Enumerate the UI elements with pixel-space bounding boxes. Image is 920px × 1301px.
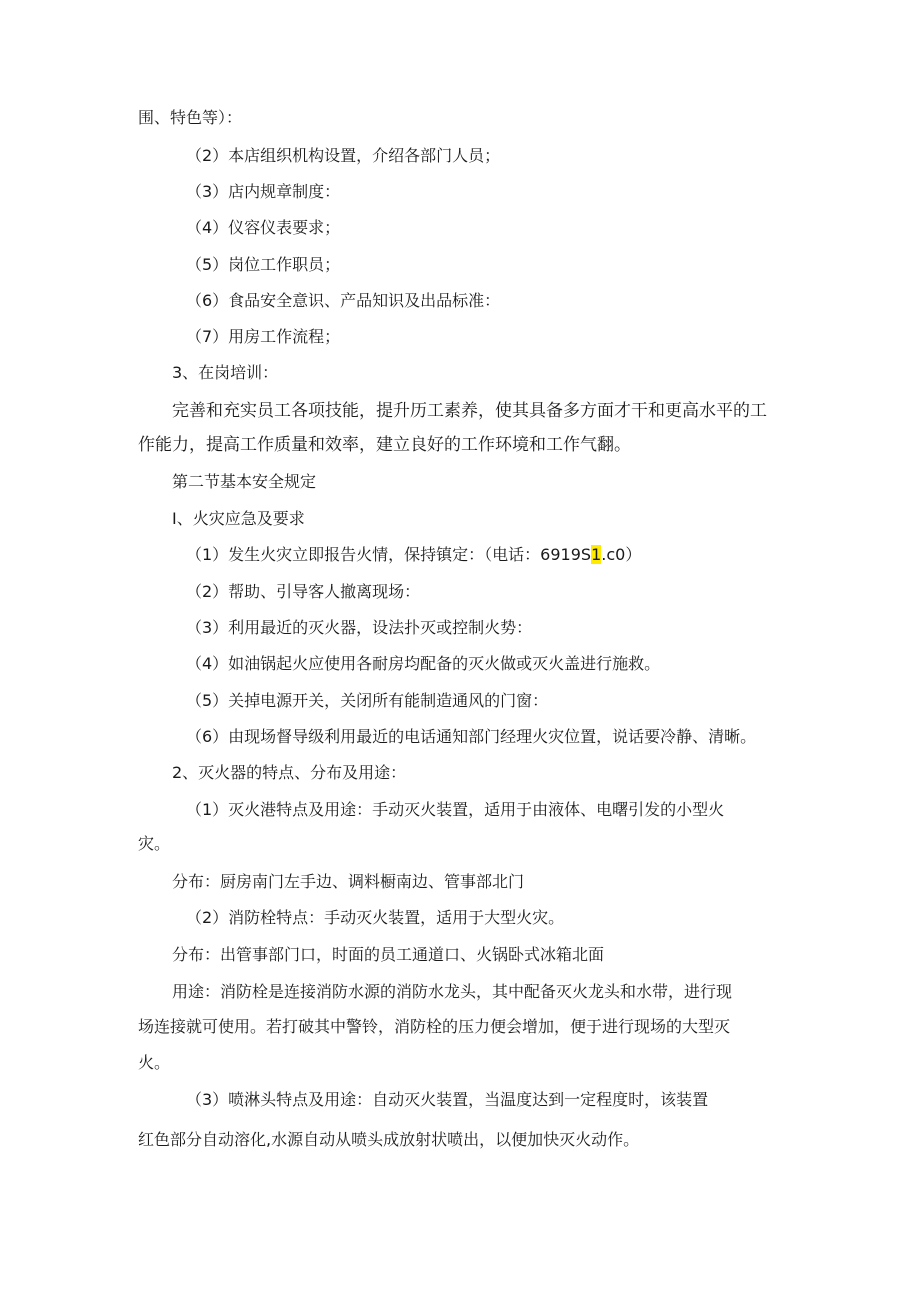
paragraph-line: 红色部分自动溶化,水源自动从喷头成放射状喷出，以便加快灭火动作。 — [138, 1130, 640, 1149]
section-heading: 2、灭火器的特点、分布及用途： — [172, 763, 407, 782]
highlighted-text: 1 — [591, 545, 602, 564]
list-item: （3）利用最近的灭火器，设法扑灭或控制火势： — [186, 618, 533, 637]
list-item: （2）消防栓特点：手动灭火装置，适用于大型火灾。 — [186, 908, 565, 927]
list-item: （3）喷淋头特点及用途：自动灭火装置，当温度达到一定程度时，该装置 — [186, 1090, 709, 1109]
section-title: 第二节基本安全规定 — [172, 472, 317, 491]
phone-text-end: .c0） — [601, 545, 642, 564]
paragraph-line: 分布：出管事部门口，时面的员工通道口、火锅卧式冰箱北面 — [172, 945, 605, 964]
list-item: （4）仪容仪表要求； — [186, 218, 341, 237]
list-item: （4）如油锅起火应使用各耐房均配备的灭火做或灭火盖进行施救。 — [186, 654, 661, 673]
paragraph-line: 完善和充实员工各项技能，提升历工素养，使其具备多方面才干和更高水平的工 — [172, 401, 767, 421]
phone-text: （1）发生火灾立即报告火情，保持镇定：（电话：6919S — [186, 545, 592, 564]
list-item-phone — [186, 544, 641, 566]
list-item: （1）灭火港特点及用途：手动灭火装置，适用于由液体、电曙引发的小型火 — [186, 800, 725, 819]
list-item: （5）关掉电源开关，关闭所有能制造通风的门窗： — [186, 691, 549, 710]
list-item: （7）用房工作流程； — [186, 327, 341, 346]
paragraph-line: 灾。 — [138, 834, 171, 853]
paragraph-line: 场连接就可使用。若打破其中警铃，消防栓的压力便会增加，便于进行现场的大型灭 — [138, 1017, 731, 1036]
paragraph-line: 用途：消防栓是连接消防水源的消防水龙头，其中配备灭火龙头和水带，进行现 — [172, 982, 733, 1001]
list-item: （6）食品安全意识、产品知识及出品标准： — [186, 291, 501, 310]
list-item: （2）帮助、引导客人撤离现场： — [186, 582, 421, 601]
section-heading: I、火灾应急及要求 — [172, 509, 305, 528]
paragraph-line: 围、特色等）： — [138, 108, 243, 127]
paragraph-line: 火。 — [138, 1053, 171, 1072]
list-item: （2）本店组织机构设置，介绍各部门人员； — [186, 146, 501, 165]
list-item: （6）由现场督导级利用最近的电话通知部门经理火灾位置，说话要冷静、清晰。 — [186, 727, 757, 746]
paragraph-line: 作能力，提高工作质量和效率，建立良好的工作环境和工作气翻。 — [138, 435, 631, 455]
list-item: （5）岗位工作职员； — [186, 255, 341, 274]
paragraph-line: 分布：厨房南门左手边、调料橱南边、管事部北门 — [172, 872, 525, 891]
list-item: （3）店内规章制度： — [186, 182, 341, 201]
section-heading: 3、在岗培训： — [172, 363, 279, 382]
